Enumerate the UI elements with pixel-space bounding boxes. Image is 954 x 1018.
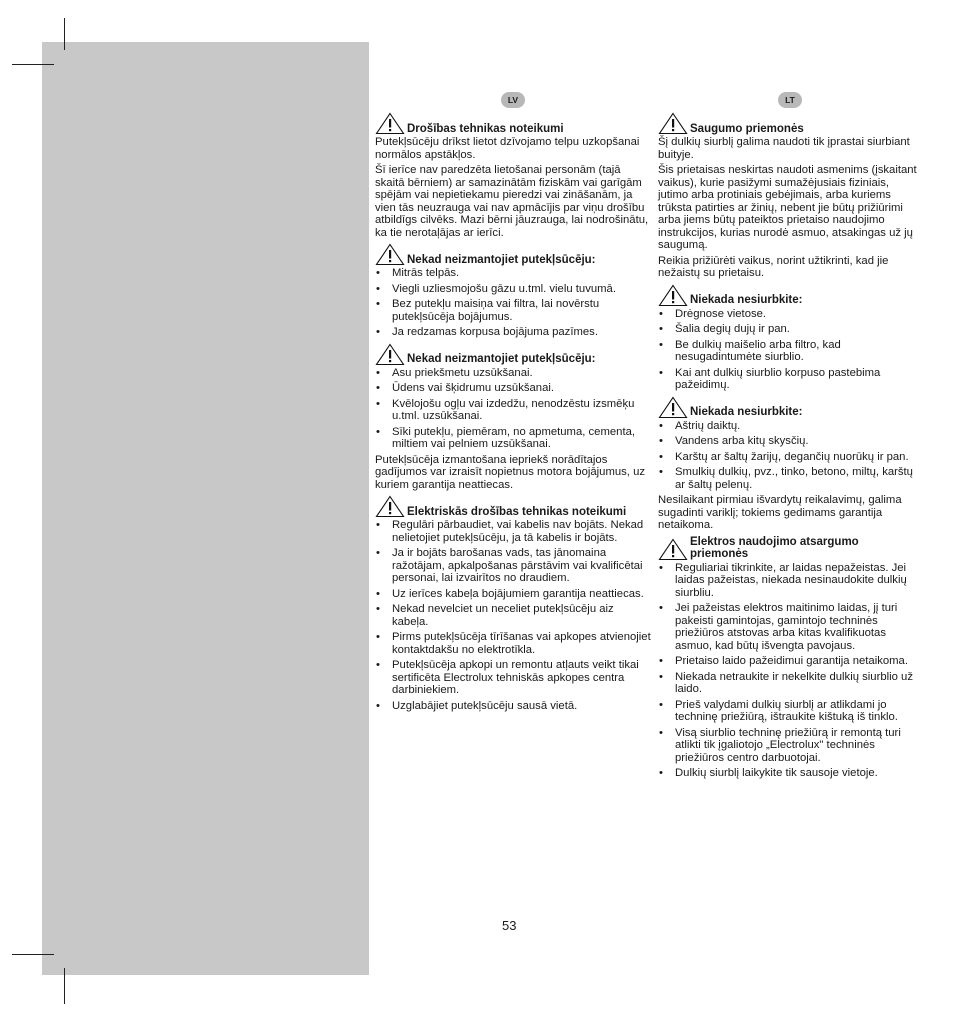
bullet-list	[375, 367, 653, 451]
list-item: • Dulkių siurblį laikykite tik sausoje vietoje.	[658, 767, 920, 780]
paragraph: Šis prietaisas neskirtas naudoti asmenims (įskaitant vaikus), kurie pasižymi sumažėjusiais fiziniais, jutimo arba protiniais gebėjimais, arba kuriems trūksta patirties ar žinių, nebent jie būtų prižiūrimi arba jiems būtų pateiktos prietaiso naudojimo instrukcijos, kurias nurodė asmuo, atsakingas už jų saugumą.	[658, 164, 917, 251]
gray-side-panel	[42, 42, 369, 975]
list-item: • Ja redzamas korpusa bojājuma pazīmes.	[375, 326, 653, 339]
list-item: • Sīki putekļu, piemēram, no apmetuma, cementa, miltiem vai pelniem uzsūkšanai.	[375, 426, 653, 451]
list-item: • Reguliariai tikrinkite, ar laidas nepažeistas. Jei laidas pažeistas, niekada nesinaudokite dulkių siurbliu.	[658, 562, 920, 600]
list-item: • Vandens arba kitų skysčių.	[658, 435, 920, 448]
list-item: • Asu priekšmetu uzsūkšanai.	[375, 367, 653, 380]
warning-icon	[658, 538, 688, 561]
warning-icon	[375, 243, 405, 266]
bullet-list	[658, 308, 920, 392]
crop-mark	[64, 968, 65, 1004]
section-heading	[658, 396, 920, 419]
list-item: • Visą siurblio techninę priežiūrą ir remontą turi atlikti tik įgaliotojo „Electrolux" techninės priežiūros centro darbuotojai.	[658, 727, 920, 765]
list-item: • Kvēlojošu ogļu vai izdedžu, nenodzēstu izsmēķu u.tml. uzsūkšanai.	[375, 398, 653, 423]
list-item: • Be dulkių maišelio arba filtro, kad nesugadintumėte siurblio.	[658, 339, 920, 364]
paragraph: Reikia prižiūrėti vaikus, norint užtikrinti, kad jie nežaistų su prietaisu.	[658, 254, 889, 279]
list-item: • Ūdens vai šķidrumu uzsūkšanai.	[375, 382, 653, 395]
list-item: • Regulāri pārbaudiet, vai kabelis nav bojāts. Nekad nelietojiet putekļsūcēju, ja tā kabelis ir bojāts.	[375, 519, 653, 544]
warning-icon	[658, 396, 688, 419]
bullet-list	[375, 267, 653, 339]
list-item: • Mitrās telpās.	[375, 267, 653, 280]
list-item: • Aštrių daiktų.	[658, 420, 920, 433]
list-item: • Kai ant dulkių siurblio korpuso pastebima pažeidimų.	[658, 367, 920, 392]
list-item: • Niekada netraukite ir nekelkite dulkių siurblio už laido.	[658, 671, 920, 696]
bullet-list	[658, 420, 920, 492]
section-title: Nekad neizmantojiet putekļsūcēju:	[407, 353, 596, 365]
section-title: Elektros naudojimo atsargumo priemonės	[690, 535, 859, 560]
section-title: Nekad neizmantojiet putekļsūcēju:	[407, 253, 596, 266]
list-item: • Šalia degių dujų ir pan.	[658, 323, 920, 336]
section-heading	[375, 112, 653, 135]
crop-mark	[12, 954, 54, 955]
list-item: • Prieš valydami dulkių siurblį ar atlikdami jo techninę priežiūrą, ištraukite kištuką iš tinklo.	[658, 699, 920, 724]
section-heading	[375, 495, 653, 518]
column-lt	[658, 92, 920, 783]
column-lv	[375, 92, 653, 715]
paragraph: Šī ierīce nav paredzēta lietošanai personām (tajā skaitā bērniem) ar samazinātām fiziskām vai garīgām spējām vai nepietiekamu pieredzi vai zināšanām, ja vien tās neuzrauga vai nav apmācījis par viņu drošību atbildīgs cilvēks. Mazi bērni jāuzrauga, lai nodrošinātu, ka tie nerotaļājas ar ierīci.	[375, 164, 649, 239]
language-badge-lv: LV	[501, 92, 525, 108]
section-title: Drošības tehnikas noteikumi	[407, 122, 564, 135]
crop-mark	[12, 64, 54, 65]
warning-icon	[375, 112, 405, 135]
section-heading	[375, 343, 653, 366]
list-item: • Uzglabājiet putekļsūcēju sausā vietā.	[375, 700, 653, 713]
list-item: • Putekļsūcēja apkopi un remontu atļauts veikt tikai sertificēta Electrolux tehniskās apkopes centra darbiniekiem.	[375, 659, 653, 697]
paragraph: Šį dulkių siurblį galima naudoti tik įprastai siurbiant buityje.	[658, 136, 910, 161]
section-title: Saugumo priemonės	[690, 122, 804, 135]
paragraph: Putekļsūcēju drīkst lietot dzīvojamo telpu uzkopšanai normālos apstākļos.	[375, 136, 640, 161]
section-title: Niekada nesiurbkite:	[690, 294, 803, 306]
crop-mark	[64, 18, 65, 50]
list-item: • Bez putekļu maisiņa vai filtra, lai novērstu putekļsūcēja bojājumus.	[375, 298, 653, 323]
section-title: Elektriskās drošības tehnikas noteikumi	[407, 505, 627, 518]
page-number: 53	[502, 918, 517, 933]
paragraph: Nesilaikant pirmiau išvardytų reikalavimų, galima sugadinti variklį; tokiems gedimams garantija netaikoma.	[658, 494, 902, 531]
list-item: • Karštų ar šaltų žarijų, degančių nuorūkų ir pan.	[658, 451, 920, 464]
list-item: • Ja ir bojāts barošanas vads, tas jānomaina ražotājam, apkalpošanas pārstāvim vai kvalificētai personai, lai izvairītos no draudiem.	[375, 547, 653, 585]
warning-icon	[375, 495, 405, 518]
list-item: • Uz ierīces kabeļa bojājumiem garantija neattiecas.	[375, 588, 653, 601]
bullet-list	[658, 562, 920, 780]
warning-icon	[658, 284, 688, 307]
paragraph: Putekļsūcēja izmantošana iepriekš norādītajos gadījumos var izraisīt nopietnus motora bojājumus, uz kuriem garantija neattiecas.	[375, 453, 646, 491]
section-heading	[658, 112, 920, 135]
list-item: • Nekad nevelciet un neceliet putekļsūcēju aiz kabeļa.	[375, 603, 653, 628]
language-badge-lt: LT	[778, 92, 802, 108]
list-item: • Drėgnose vietose.	[658, 308, 920, 321]
bullet-list	[375, 519, 653, 712]
list-item: • Jei pažeistas elektros maitinimo laidas, jį turi pakeisti gamintojas, gamintojo techninės priežiūros atstovas arba kitas kvalifikuotas asmuo, kad būtų išvengta pavojaus.	[658, 602, 920, 652]
list-item: • Viegli uzliesmojošu gāzu u.tml. vielu tuvumā.	[375, 283, 653, 296]
list-item: • Prietaiso laido pažeidimui garantija netaikoma.	[658, 655, 920, 668]
warning-icon	[375, 343, 405, 366]
section-title: Niekada nesiurbkite:	[690, 406, 803, 418]
section-heading	[658, 284, 920, 307]
section-heading	[375, 243, 653, 266]
section-heading	[658, 536, 920, 561]
list-item: • Pirms putekļsūcēja tīrīšanas vai apkopes atvienojiet kontaktdakšu no elektrotīkla.	[375, 631, 653, 656]
list-item: • Smulkių dulkių, pvz., tinko, betono, miltų, karštų ar šaltų pelenų.	[658, 466, 920, 491]
warning-icon	[658, 112, 688, 135]
